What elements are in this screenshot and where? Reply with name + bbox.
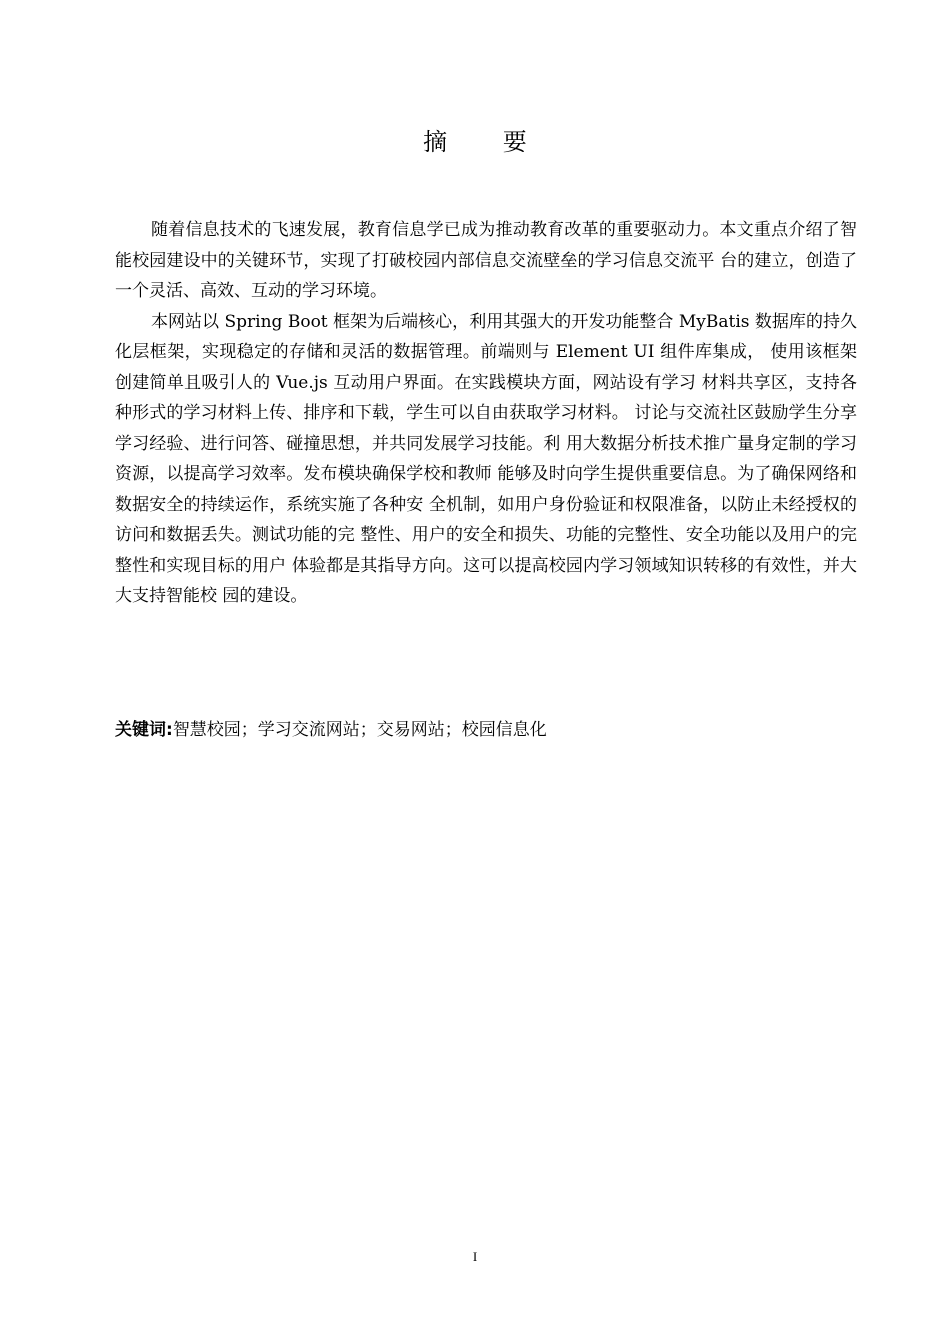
abstract-title: 摘 要 [423, 128, 551, 156]
abstract-body [115, 215, 857, 612]
abstract-paragraph-2: 本网站以 Spring Boot 框架为后端核心，利用其强大的开发功能整合 MyBatis 数据库的持久化层框架，实现稳定的存储和灵活的数据管理。前端则与 Element UI 组件库集成， 使用该框架创建简单且吸引人的 Vue.js 互动用户界面。在实践模块方面，网站设有学习 材料共享区，支持各种形式的学习材料上传、排序和下载，学生可以自由获取学习材料。 讨论与交流社区鼓励学生分享学习经验、进行问答、碰撞思想，并共同发展学习技能。利 用大数据分析技术推广量身定制的学习资源，以提高学习效率。发布模块确保学校和教师 能够及时向学生提供重要信息。为了确保网络和数据安全的持续运作，系统实施了各种安 全机制，如用户身份验证和权限准备，以防止未经授权的访问和数据丢失。测试功能的完 整性、用户的安全和损失、功能的完整性、安全功能以及用户的完整性和实现目标的用户 体验都是其指导方向。这可以提高校园内学习领域知识转移的有效性，并大大支持智能校 园的建设。 [115, 311, 857, 606]
keywords-label: 关键词: [115, 720, 173, 740]
keywords-value: 智慧校园；学习交流网站；交易网站；校园信息化 [172, 720, 547, 740]
keywords-line [115, 715, 857, 745]
abstract-paragraph-1: 随着信息技术的飞速发展，教育信息学已成为推动教育改革的重要驱动力。本文重点介绍了智能校园建设中的关键环节，实现了打破校园内部信息交流壁垒的学习信息交流平 台的建立，创造了一个灵活、高效、互动的学习环境。 [115, 220, 857, 301]
page-number: I [472, 1249, 478, 1264]
